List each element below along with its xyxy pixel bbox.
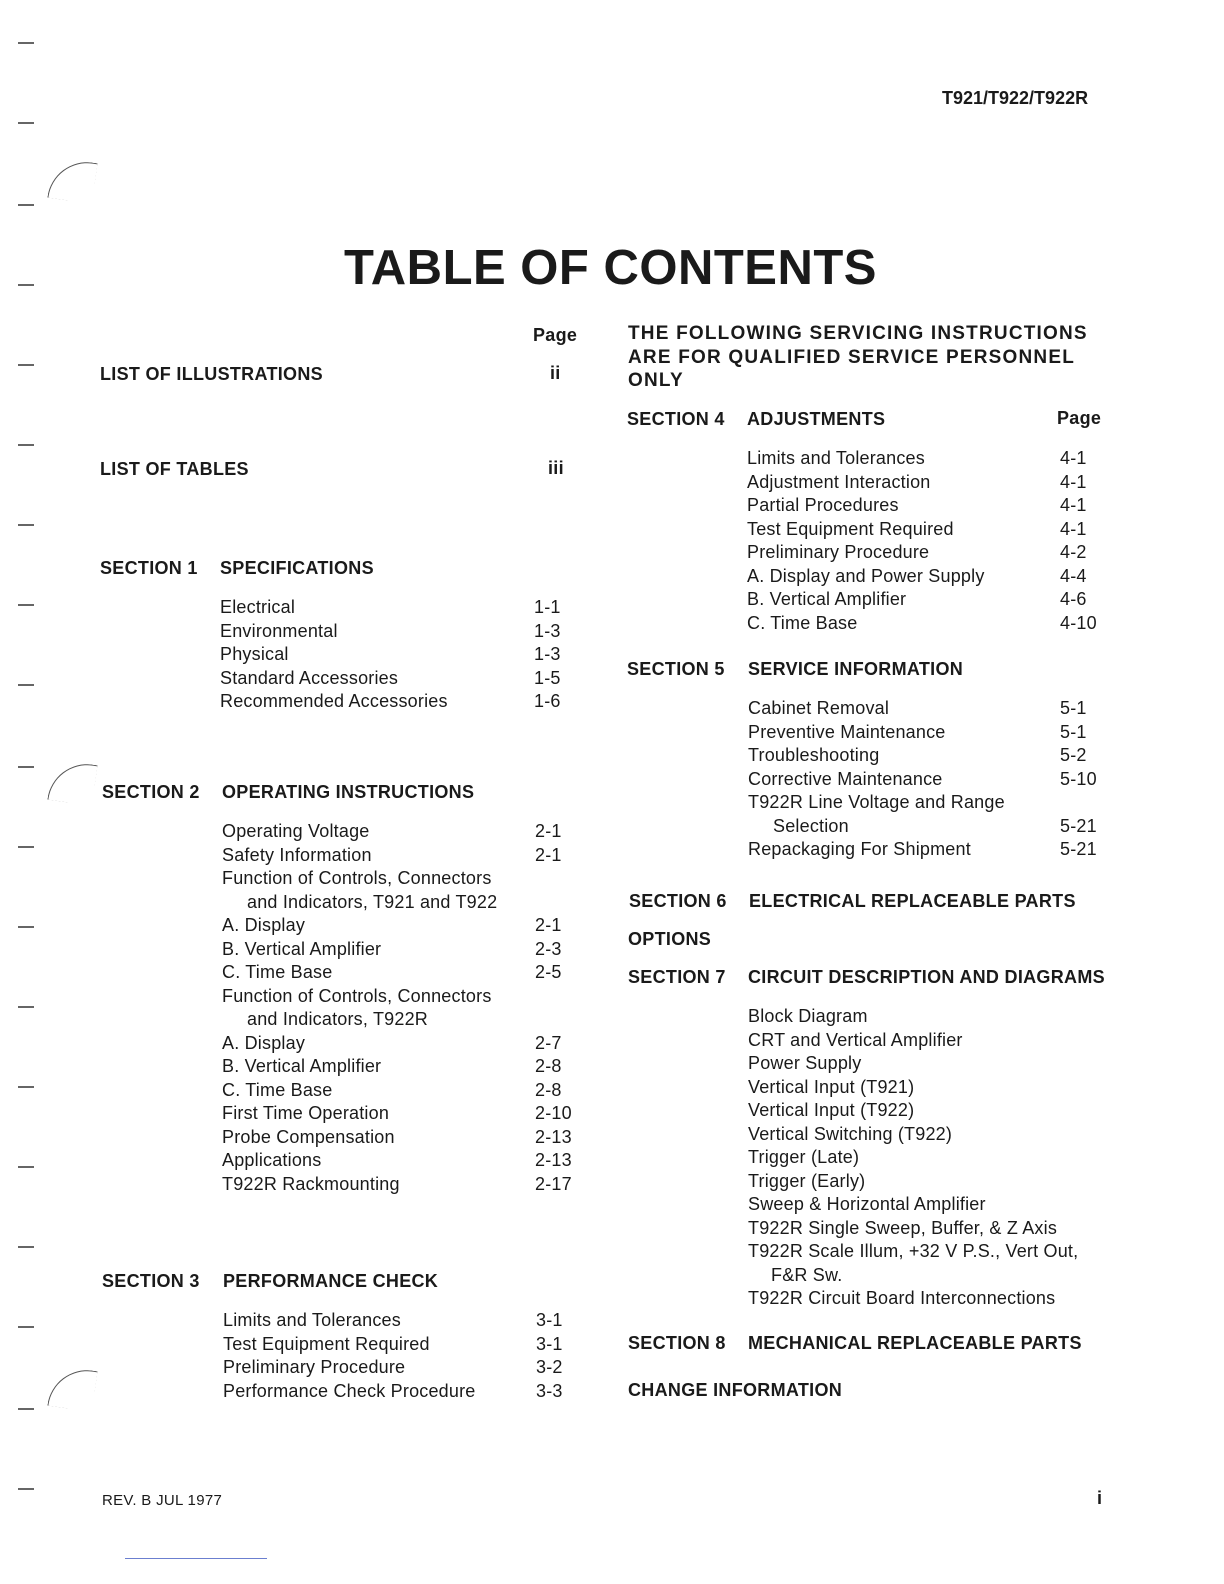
- toc-entry-label: Repackaging For Shipment: [748, 839, 971, 859]
- toc-entry-label: and Indicators, T922R: [247, 1009, 428, 1029]
- toc-entry[interactable]: [222, 1102, 582, 1126]
- section-1-number: SECTION 1: [100, 558, 198, 578]
- toc-entry-label: A. Display: [222, 1032, 306, 1053]
- toc-entry-page: 2-3: [535, 938, 562, 959]
- binder-mark: [18, 1006, 34, 1008]
- toc-entry[interactable]: [748, 1264, 1128, 1288]
- toc-entry-page: 4-1: [1060, 518, 1087, 539]
- toc-entry-label: T922R Scale Illum, +32 V P.S., Vert Out,: [748, 1241, 1079, 1261]
- toc-entry-page: 1-1: [534, 597, 561, 617]
- toc-entry[interactable]: [748, 1193, 1128, 1217]
- section-7-number: SECTION 7: [628, 967, 726, 987]
- toc-entry[interactable]: [747, 518, 1127, 542]
- toc-entry-label: Test Equipment Required: [747, 518, 954, 539]
- page-column-heading-right: Page: [1057, 408, 1102, 428]
- list-of-illustrations[interactable]: LIST OF ILLUSTRATIONS: [100, 364, 323, 384]
- toc-entry[interactable]: [748, 1170, 1128, 1194]
- toc-entry[interactable]: [222, 1079, 582, 1103]
- toc-entry-page: 1-6: [534, 691, 561, 711]
- binder-mark: [18, 846, 34, 848]
- binder-mark: [18, 1086, 34, 1088]
- toc-entry-page: 2-1: [535, 915, 562, 935]
- toc-entry-page: 3-1: [536, 1333, 563, 1354]
- toc-entry-label: F&R Sw.: [771, 1264, 843, 1285]
- toc-entry[interactable]: [222, 1173, 582, 1197]
- toc-entry-page: 3-2: [536, 1357, 563, 1377]
- toc-entry-page: 5-1: [1060, 721, 1087, 742]
- binder-mark: [18, 524, 34, 526]
- toc-entry[interactable]: [222, 914, 582, 938]
- toc-entry[interactable]: [223, 1380, 583, 1404]
- change-information-heading[interactable]: CHANGE INFORMATION: [628, 1380, 843, 1400]
- toc-entry[interactable]: [223, 1333, 583, 1357]
- binder-mark: [18, 684, 34, 686]
- toc-entry-page: 1-5: [534, 667, 561, 688]
- toc-entry-label: Recommended Accessories: [220, 691, 448, 711]
- binder-mark: [18, 444, 34, 446]
- toc-entry[interactable]: [747, 541, 1127, 565]
- binder-mark: [18, 1166, 34, 1168]
- scan-artifact-line: [125, 1558, 267, 1559]
- toc-entry-label: Performance Check Procedure: [223, 1380, 476, 1401]
- toc-entry[interactable]: [748, 1123, 1128, 1147]
- toc-entry-page: 4-6: [1060, 589, 1087, 609]
- toc-entry-page: 5-1: [1060, 698, 1087, 718]
- toc-entry-label: Probe Compensation: [222, 1126, 395, 1147]
- toc-entry-label: Environmental: [220, 620, 338, 641]
- page-column-heading: Page: [533, 325, 578, 345]
- toc-entry[interactable]: [222, 938, 582, 962]
- toc-entry[interactable]: [222, 1032, 582, 1056]
- toc-entry-page: 2-8: [535, 1056, 562, 1076]
- toc-entry-label: Safety Information: [222, 844, 372, 865]
- binder-mark: [18, 1408, 34, 1410]
- toc-entry-page: 2-7: [535, 1032, 562, 1053]
- binder-hole: [47, 1365, 97, 1412]
- toc-entry-label: Block Diagram: [748, 1006, 868, 1026]
- toc-entry-label: B. Vertical Amplifier: [747, 589, 907, 609]
- toc-entry-label: A. Display and Power Supply: [747, 565, 985, 586]
- toc-entry-label: Troubleshooting: [748, 745, 880, 765]
- toc-entry-label: Trigger (Early): [748, 1170, 866, 1191]
- toc-entry-label: Physical: [220, 644, 289, 664]
- toc-entry-page: 2-5: [535, 962, 562, 982]
- binder-mark: [18, 364, 34, 366]
- toc-entry-page: 2-1: [535, 844, 562, 865]
- toc-entry[interactable]: [747, 612, 1127, 636]
- service-notice-line: ONLY: [628, 370, 684, 391]
- section-4-number: SECTION 4: [627, 409, 725, 429]
- toc-entry[interactable]: [222, 1055, 582, 1079]
- toc-entry[interactable]: [223, 1356, 583, 1380]
- binder-mark: [18, 122, 34, 124]
- toc-entry-label: C. Time Base: [222, 962, 333, 982]
- service-notice-line: ARE FOR QUALIFIED SERVICE PERSONNEL: [628, 346, 1076, 368]
- toc-entry[interactable]: [222, 867, 582, 891]
- toc-entry[interactable]: [222, 844, 582, 868]
- section-2-title[interactable]: OPERATING INSTRUCTIONS: [222, 782, 475, 802]
- toc-entry-label: Corrective Maintenance: [748, 768, 943, 789]
- toc-entry-label: C. Time Base: [747, 612, 858, 633]
- toc-entry-page: 2-10: [535, 1103, 572, 1123]
- toc-entry[interactable]: [747, 588, 1127, 612]
- section-6-title[interactable]: ELECTRICAL REPLACEABLE PARTS: [749, 891, 1076, 911]
- list-of-tables-page: iii: [548, 458, 564, 478]
- service-notice: [628, 322, 1112, 393]
- toc-entry[interactable]: [222, 891, 582, 915]
- binder-hole: [47, 157, 97, 204]
- toc-entry[interactable]: [220, 643, 580, 667]
- toc-entry-label: T922R Single Sweep, Buffer, & Z Axis: [748, 1217, 1058, 1238]
- toc-entry-label: Standard Accessories: [220, 667, 399, 688]
- toc-entry-label: Vertical Input (T922): [748, 1100, 915, 1120]
- service-notice-line: THE FOLLOWING SERVICING INSTRUCTIONS: [628, 323, 1088, 344]
- toc-entry-label: Partial Procedures: [747, 495, 899, 515]
- toc-entry-label: Test Equipment Required: [223, 1333, 430, 1354]
- toc-entry-page: 5-21: [1060, 815, 1097, 836]
- binder-mark: [18, 204, 34, 206]
- binder-mark: [18, 284, 34, 286]
- toc-entry-label: and Indicators, T921 and T922: [247, 891, 498, 912]
- toc-entry[interactable]: [222, 961, 582, 985]
- section-7-list: [748, 1005, 1128, 1311]
- binder-hole: [47, 759, 97, 806]
- toc-entry[interactable]: [748, 1005, 1128, 1029]
- section-8-number: SECTION 8: [628, 1333, 726, 1353]
- page-number: i: [1097, 1488, 1103, 1508]
- toc-entry[interactable]: [748, 1029, 1128, 1053]
- toc-entry[interactable]: [747, 565, 1127, 589]
- toc-entry-page: 5-10: [1060, 768, 1097, 789]
- toc-entry[interactable]: [748, 1099, 1128, 1123]
- toc-entry[interactable]: [222, 1149, 582, 1173]
- binder-mark: [18, 1326, 34, 1328]
- section-1-title[interactable]: SPECIFICATIONS: [220, 558, 374, 578]
- section-5-list: [748, 697, 1128, 862]
- binder-mark: [18, 1246, 34, 1248]
- toc-entry-label: T922R Rackmounting: [222, 1173, 400, 1194]
- toc-entry-page: 4-10: [1060, 612, 1097, 633]
- toc-entry[interactable]: [748, 815, 1128, 839]
- toc-entry[interactable]: [747, 447, 1127, 471]
- toc-entry-label: A. Display: [222, 915, 306, 935]
- binder-mark: [18, 604, 34, 606]
- toc-entry-page: 2-17: [535, 1173, 572, 1194]
- section-3-title[interactable]: PERFORMANCE CHECK: [223, 1271, 439, 1291]
- toc-entry-label: B. Vertical Amplifier: [222, 938, 382, 959]
- toc-entry-label: C. Time Base: [222, 1079, 333, 1100]
- toc-entry-label: Preliminary Procedure: [223, 1357, 406, 1377]
- toc-entry[interactable]: [748, 1146, 1128, 1170]
- toc-entry-page: 4-4: [1060, 565, 1087, 586]
- toc-entry[interactable]: [220, 690, 580, 714]
- toc-entry-label: CRT and Vertical Amplifier: [748, 1029, 963, 1050]
- toc-entry-label: Vertical Input (T921): [748, 1076, 915, 1097]
- toc-entry-page: 3-3: [536, 1380, 563, 1401]
- toc-entry-label: Selection: [773, 815, 849, 836]
- toc-entry-page: 2-13: [535, 1150, 572, 1170]
- options-heading[interactable]: OPTIONS: [628, 929, 712, 949]
- toc-entry-label: Cabinet Removal: [748, 698, 890, 718]
- toc-entry-page: 1-3: [534, 644, 561, 664]
- toc-entry-label: Function of Controls, Connectors: [222, 985, 492, 1006]
- toc-entry-page: 1-3: [534, 620, 561, 641]
- toc-entry-label: Operating Voltage: [222, 821, 370, 841]
- toc-entry[interactable]: [222, 820, 582, 844]
- section-3-number: SECTION 3: [102, 1271, 200, 1291]
- toc-entry[interactable]: [222, 985, 582, 1009]
- model-header: T921/T922/T922R: [942, 88, 1089, 108]
- list-of-illustrations-page: ii: [550, 363, 561, 383]
- toc-entry[interactable]: [748, 1076, 1128, 1100]
- section-2-number: SECTION 2: [102, 782, 200, 802]
- toc-entry-label: Applications: [222, 1150, 322, 1170]
- toc-entry-label: Limits and Tolerances: [747, 448, 925, 468]
- toc-entry[interactable]: [220, 596, 580, 620]
- toc-entry[interactable]: [220, 667, 580, 691]
- toc-entry-label: B. Vertical Amplifier: [222, 1056, 382, 1076]
- section-8-title[interactable]: MECHANICAL REPLACEABLE PARTS: [748, 1333, 1082, 1353]
- toc-entry-label: First Time Operation: [222, 1103, 390, 1123]
- section-5-title[interactable]: SERVICE INFORMATION: [748, 659, 964, 679]
- toc-entry-label: Limits and Tolerances: [223, 1310, 401, 1330]
- toc-entry[interactable]: [748, 721, 1128, 745]
- toc-entry[interactable]: [222, 1008, 582, 1032]
- toc-entry-page: 2-8: [535, 1079, 562, 1100]
- toc-entry-page: 4-1: [1060, 448, 1087, 468]
- binder-mark: [18, 766, 34, 768]
- binder-mark: [18, 1488, 34, 1490]
- toc-entry[interactable]: [748, 1287, 1128, 1311]
- toc-entry-page: 2-13: [535, 1126, 572, 1147]
- toc-entry[interactable]: [748, 791, 1128, 815]
- toc-entry-page: 4-1: [1060, 471, 1087, 492]
- toc-entry-page: 3-1: [536, 1310, 563, 1330]
- toc-entry-label: T922R Line Voltage and Range: [748, 792, 1005, 812]
- toc-entry-label: Preliminary Procedure: [747, 542, 930, 562]
- toc-entry-label: Trigger (Late): [748, 1147, 860, 1167]
- toc-entry[interactable]: [748, 697, 1128, 721]
- toc-entry-label: Sweep & Horizontal Amplifier: [748, 1194, 986, 1214]
- section-5-number: SECTION 5: [627, 659, 725, 679]
- toc-entry[interactable]: [748, 838, 1128, 862]
- toc-entry[interactable]: [748, 1217, 1128, 1241]
- toc-entry-label: Power Supply: [748, 1053, 862, 1073]
- toc-entry-page: 2-1: [535, 821, 562, 841]
- section-3-list: [223, 1309, 583, 1403]
- toc-entry[interactable]: [222, 1126, 582, 1150]
- toc-entry-page: 5-21: [1060, 839, 1097, 859]
- section-4-title[interactable]: ADJUSTMENTS: [747, 409, 886, 429]
- page-title: TABLE OF CONTENTS: [344, 241, 877, 295]
- toc-entry-page: 4-1: [1060, 495, 1087, 515]
- revision-footer: REV. B JUL 1977: [102, 1492, 223, 1509]
- toc-entry-page: 5-2: [1060, 745, 1087, 765]
- toc-entry-label: Electrical: [220, 597, 296, 617]
- toc-entry[interactable]: [220, 620, 580, 644]
- toc-entry[interactable]: [747, 494, 1127, 518]
- binder-mark: [18, 926, 34, 928]
- toc-entry[interactable]: [747, 471, 1127, 495]
- section-1-list: [220, 596, 580, 714]
- section-4-list: [747, 447, 1127, 635]
- toc-entry-label: Preventive Maintenance: [748, 721, 946, 742]
- list-of-tables[interactable]: LIST OF TABLES: [100, 459, 249, 479]
- toc-entry[interactable]: [748, 744, 1128, 768]
- toc-entry[interactable]: [748, 768, 1128, 792]
- toc-entry-label: T922R Circuit Board Interconnections: [748, 1288, 1056, 1308]
- section-6-number: SECTION 6: [629, 891, 727, 911]
- binder-mark: [18, 42, 34, 44]
- toc-entry-label: Vertical Switching (T922): [748, 1123, 953, 1144]
- section-2-list: [222, 820, 582, 1196]
- toc-entry-page: 4-2: [1060, 542, 1087, 562]
- toc-entry-label: Adjustment Interaction: [747, 471, 931, 492]
- section-7-title[interactable]: CIRCUIT DESCRIPTION AND DIAGRAMS: [748, 967, 1105, 987]
- toc-entry[interactable]: [223, 1309, 583, 1333]
- toc-entry[interactable]: [748, 1052, 1128, 1076]
- toc-entry-label: Function of Controls, Connectors: [222, 868, 492, 888]
- toc-entry[interactable]: [748, 1240, 1128, 1264]
